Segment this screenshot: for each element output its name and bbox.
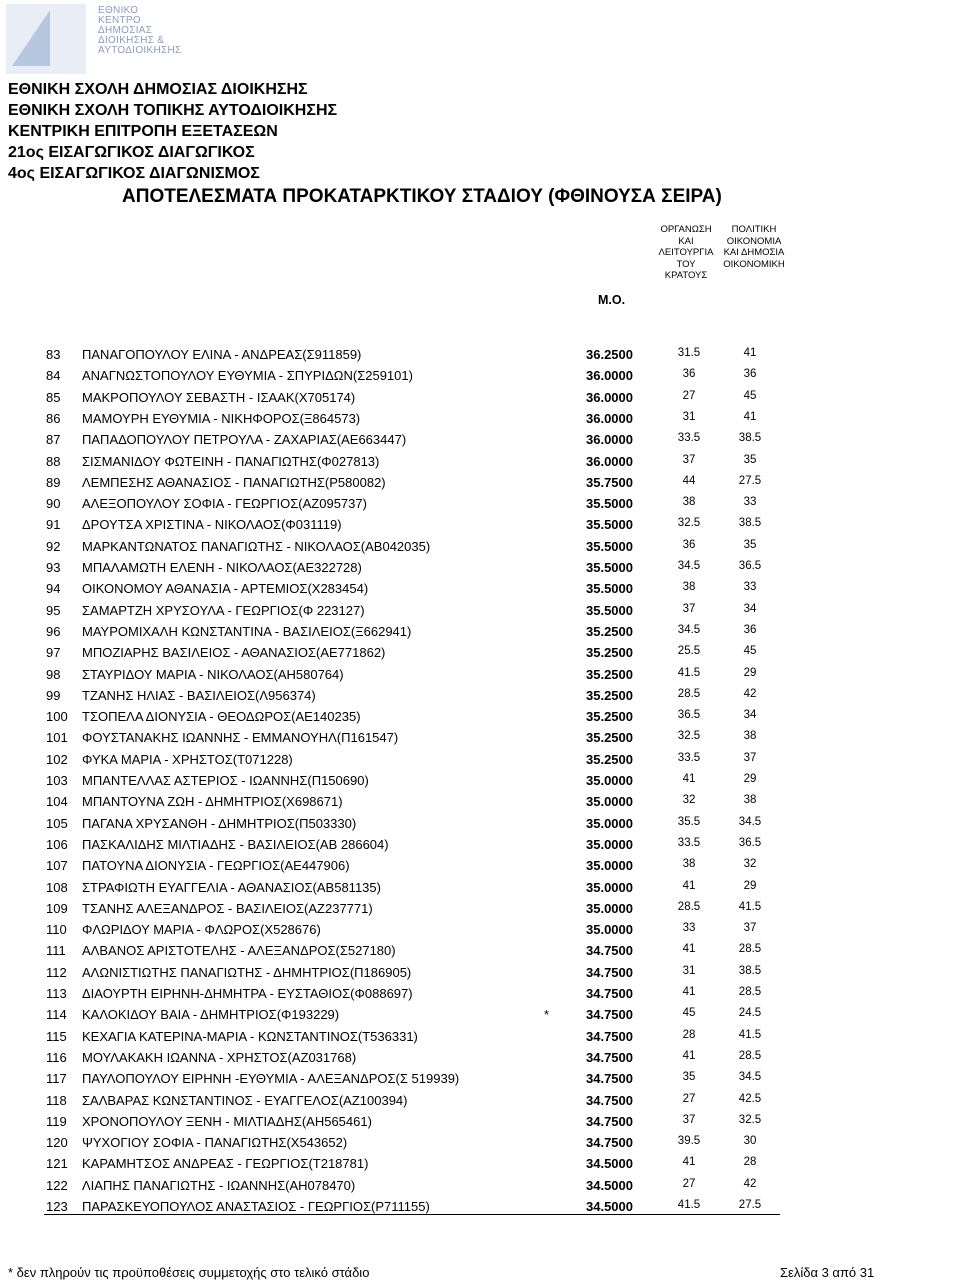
candidate-name: ΔΡΟΥΤΣΑ ΧΡΙΣΤΙΝΑ - ΝΙΚΟΛΑΟΣ(Φ031119)	[82, 517, 342, 533]
page-number: Σελίδα 3 από 31	[780, 1265, 875, 1280]
political-economy-score: 36	[743, 623, 757, 636]
row-number: 121	[46, 1156, 68, 1172]
table-row	[0, 667, 960, 688]
political-economy-score: 34	[743, 602, 757, 615]
table-row	[0, 496, 960, 517]
political-economy-score: 28.5	[738, 943, 762, 956]
row-number: 103	[46, 773, 68, 788]
candidate-name: ΠΑΓΑΝΑ ΧΡΥΣΑΝΘΗ - ΔΗΜΗΤΡΙΟΣ(Π503330)	[82, 815, 357, 831]
state-org-score: 37	[682, 602, 696, 615]
state-org-score: 41	[682, 943, 696, 956]
table-row	[0, 1199, 960, 1220]
table-row	[0, 880, 960, 901]
state-org-score: 33.5	[677, 836, 701, 849]
average-score: 35.0000	[586, 794, 633, 810]
political-economy-score: 34	[743, 709, 757, 722]
header-line-1: ΕΘΝΙΚΗ ΣΧΟΛΗ ΔΗΜΟΣΙΑΣ ΔΙΟΙΚΗΣΗΣ	[8, 81, 308, 98]
row-number: 94	[46, 581, 61, 597]
political-economy-score: 32.5	[738, 1113, 762, 1126]
candidate-name: ΚΕΧΑΓΙΑ ΚΑΤΕΡΙΝΑ-ΜΑΡΙΑ - ΚΩΝΣΤΑΝΤΙΝΟΣ(Τ536331)	[82, 1028, 418, 1044]
political-economy-score: 35	[743, 538, 757, 551]
state-org-score: 36	[682, 538, 696, 551]
average-score: 34.7500	[586, 943, 633, 959]
state-org-score: 33.5	[677, 751, 701, 764]
average-score: 35.2500	[586, 666, 633, 682]
row-number: 91	[46, 517, 61, 533]
candidate-name: ΜΠΟΖΙΑΡΗΣ ΒΑΣΙΛΕΙΟΣ - ΑΘΑΝΑΣΙΟΣ(ΑΕ771862)	[82, 645, 386, 661]
state-org-score: 35	[682, 1071, 696, 1084]
state-org-score: 31.5	[677, 347, 701, 359]
state-org-score: 33.5	[677, 432, 701, 445]
row-number: 97	[46, 645, 61, 661]
candidate-name: ΠΑΤΟΥΝΑ ΔΙΟΝΥΣΙΑ - ΓΕΩΡΓΙΟΣ(ΑΕ447906)	[82, 858, 350, 874]
table-row	[0, 1093, 960, 1114]
average-score: 35.2500	[586, 751, 633, 767]
candidate-name: ΜΠΑΝΤΕΛΛΑΣ ΑΣΤΕΡΙΟΣ - ΙΩΑΝΝΗΣ(Π150690)	[82, 773, 369, 788]
table-row	[0, 581, 960, 602]
row-number: 84	[46, 368, 61, 384]
average-score: 34.7500	[586, 1007, 633, 1023]
row-number: 122	[46, 1177, 68, 1193]
table-row	[0, 986, 960, 1007]
state-org-score: 32.5	[677, 730, 701, 743]
average-score: 34.7500	[586, 1092, 633, 1108]
state-org-score: 32	[682, 794, 696, 807]
table-row	[0, 368, 960, 389]
row-number: 101	[46, 730, 68, 746]
political-economy-score: 32	[743, 858, 757, 871]
candidate-name: ΚΑΛΟΚΙΔΟΥ ΒΑΙΑ - ΔΗΜΗΤΡΙΟΣ(Φ193229)	[82, 1007, 340, 1023]
candidate-name: ΣΙΣΜΑΝΙΔΟΥ ΦΩΤΕΙΝΗ - ΠΑΝΑΓΙΩΤΗΣ(Φ027813)	[82, 453, 380, 469]
table-row	[0, 1156, 960, 1177]
average-score: 35.5000	[586, 496, 633, 512]
average-score: 35.0000	[586, 922, 633, 938]
table-row	[0, 1071, 960, 1092]
row-number: 102	[46, 751, 68, 767]
average-score: 34.7500	[586, 1113, 633, 1129]
candidate-name: ΤΣΟΠΕΛΑ ΔΙΟΝΥΣΙΑ - ΘΕΟΔΩΡΟΣ(ΑΕ140235)	[82, 709, 361, 725]
table-row	[0, 624, 960, 645]
table-row	[0, 1007, 960, 1028]
political-economy-score: 34.5	[738, 815, 762, 828]
footer-divider	[44, 1214, 780, 1215]
state-org-score: 37	[682, 453, 696, 466]
candidate-name: ΤΣΑΝΗΣ ΑΛΕΞΑΝΔΡΟΣ - ΒΑΣΙΛΕΙΟΣ(ΑΖ237771)	[82, 900, 373, 916]
table-row	[0, 1178, 960, 1199]
political-economy-score: 41	[743, 347, 757, 359]
average-score: 36.2500	[586, 347, 633, 362]
candidate-name: ΦΟΥΣΤΑΝΑΚΗΣ ΙΩΑΝΝΗΣ - ΕΜΜΑΝΟΥΗΛ(Π161547)	[82, 730, 399, 746]
political-economy-score: 36	[743, 368, 757, 381]
table-row	[0, 922, 960, 943]
average-score: 36.0000	[586, 368, 633, 384]
state-org-score: 28.5	[677, 900, 701, 913]
average-score: 35.0000	[586, 858, 633, 874]
political-economy-score: 38.5	[738, 432, 762, 445]
state-org-score: 34.5	[677, 623, 701, 636]
political-economy-score: 42	[743, 1177, 757, 1190]
political-economy-score: 29	[743, 879, 757, 892]
state-org-score: 37	[682, 1113, 696, 1126]
row-number: 111	[46, 943, 66, 959]
average-score: 35.5000	[586, 602, 633, 618]
candidate-name: ΜΑΥΡΟΜΙΧΑΛΗ ΚΩΝΣΤΑΝΤΙΝΑ - ΒΑΣΙΛΕΙΟΣ(Ξ662941)	[82, 623, 412, 639]
average-score: 36.0000	[586, 389, 633, 405]
average-score: 34.7500	[586, 964, 633, 980]
state-org-score: 32.5	[677, 517, 701, 530]
row-number: 118	[46, 1092, 67, 1108]
state-org-score: 38	[682, 858, 696, 871]
average-score: 35.0000	[586, 815, 633, 831]
row-number: 117	[46, 1071, 67, 1087]
state-org-score: 33	[682, 922, 696, 935]
row-number: 123	[46, 1199, 68, 1214]
average-score: 34.5000	[586, 1156, 633, 1172]
average-score: 35.0000	[586, 773, 633, 788]
political-economy-score: 29	[743, 666, 757, 679]
table-row	[0, 837, 960, 858]
row-number: 108	[46, 879, 68, 895]
table-row	[0, 603, 960, 624]
table-row	[0, 730, 960, 751]
row-number: 116	[46, 1049, 67, 1065]
state-org-score: 41.5	[677, 666, 701, 679]
state-org-score: 27	[682, 389, 696, 402]
political-economy-score: 36.5	[738, 560, 762, 572]
candidate-name: ΔΙΑΟΥΡΤΗ ΕΙΡΗΝΗ-ΔΗΜΗΤΡΑ - ΕΥΣΤΑΘΙΟΣ(Φ088697)	[82, 986, 413, 1001]
state-org-score: 41.5	[677, 1199, 701, 1211]
row-number: 105	[46, 815, 68, 831]
candidate-name: ΠΑΠΑΔΟΠΟΥΛΟΥ ΠΕΤΡΟΥΛΑ - ΖΑΧΑΡΙΑΣ(ΑΕ663447)	[82, 432, 407, 448]
table-row	[0, 432, 960, 453]
state-org-score: 36.5	[677, 709, 701, 722]
table-row	[0, 858, 960, 879]
candidate-name: ΑΝΑΓΝΩΣΤΟΠΟΥΛΟΥ ΕΥΘΥΜΙΑ - ΣΠΥΡΙΔΩΝ(Σ259101)	[82, 368, 413, 384]
state-org-score: 41	[682, 1049, 696, 1062]
state-org-score: 41	[682, 773, 696, 785]
political-economy-score: 29	[743, 773, 757, 785]
average-score: 34.7500	[586, 986, 633, 1001]
header-line-3: ΚΕΝΤΡΙΚΗ ΕΠΙΤΡΟΠΗ ΕΞΕΤΑΣΕΩΝ	[8, 123, 278, 140]
candidate-name: ΑΛΩΝΙΣΤΙΩΤΗΣ ΠΑΝΑΓΙΩΤΗΣ - ΔΗΜΗΤΡΙΟΣ(Π186905)	[82, 964, 412, 980]
state-org-score: 27	[682, 1177, 696, 1190]
political-economy-score: 37	[743, 751, 757, 764]
average-score: 35.2500	[586, 623, 633, 639]
table-row	[0, 539, 960, 560]
average-score: 35.2500	[586, 687, 633, 703]
page-title: ΑΠΟΤΕΛΕΣΜΑΤΑ ΠΡΟΚΑΤΑΡΚΤΙΚΟΥ ΣΤΑΔΙΟΥ (ΦΘΙΝΟΥΣΑ ΣΕΙΡΑ)	[122, 186, 722, 207]
candidate-name: ΜΟΥΛΑΚΑΚΗ ΙΩΑΝΝΑ - ΧΡΗΣΤΟΣ(ΑΖ031768)	[82, 1049, 357, 1065]
table-row	[0, 1050, 960, 1071]
candidate-name: ΜΠΑΛΑΜΩΤΗ ΕΛΕΝΗ - ΝΙΚΟΛΑΟΣ(ΑΕ322728)	[82, 560, 362, 575]
column-header-political-economy: ΠΟΛΙΤΙΚΗ ΟΙΚΟΝΟΜΙΑ ΚΑΙ ΔΗΜΟΣΙΑ ΟΙΚΟΝΟΜΙΚΗ	[723, 224, 785, 270]
average-score: 35.2500	[586, 709, 633, 725]
average-score: 36.0000	[586, 410, 633, 426]
column-header-average: Μ.Ο.	[598, 293, 626, 307]
row-number: 87	[46, 432, 61, 448]
row-number: 114	[46, 1007, 67, 1023]
row-number: 89	[46, 474, 61, 490]
row-number: 113	[46, 986, 67, 1001]
table-row	[0, 688, 960, 709]
state-org-score: 28.5	[677, 687, 701, 700]
average-score: 35.2500	[586, 645, 633, 661]
political-economy-score: 33	[743, 581, 757, 594]
candidate-name: ΤΖΑΝΗΣ ΗΛΙΑΣ - ΒΑΣΙΛΕΙΟΣ(Λ956374)	[82, 687, 316, 703]
row-number: 92	[46, 538, 61, 554]
row-number: 110	[46, 922, 67, 938]
candidate-name: ΣΤΡΑΦΙΩΤΗ ΕΥΑΓΓΕΛΙΑ - ΑΘΑΝΑΣΙΟΣ(ΑΒ581135)	[82, 879, 381, 895]
state-org-score: 38	[682, 496, 696, 509]
political-economy-score: 38.5	[738, 517, 762, 530]
average-score: 34.5000	[586, 1177, 633, 1193]
state-org-score: 28	[682, 1028, 696, 1041]
candidate-name: ΑΛΒΑΝΟΣ ΑΡΙΣΤΟΤΕΛΗΣ - ΑΛΕΞΑΝΔΡΟΣ(Σ527180)	[82, 943, 396, 959]
header-line-5: 4ος ΕΙΣΑΓΩΓΙΚΟΣ ΔΙΑΓΩΝΙΣΜΟΣ	[8, 165, 260, 182]
average-score: 34.7500	[586, 1028, 633, 1044]
candidate-name: ΠΑΝΑΓΟΠΟΥΛΟΥ ΕΛΙΝΑ - ΑΝΔΡΕΑΣ(Σ911859)	[82, 347, 362, 362]
candidate-name: ΑΛΕΞΟΠΟΥΛΟΥ ΣΟΦΙΑ - ΓΕΩΡΓΙΟΣ(ΑΖ095737)	[82, 496, 367, 512]
table-row	[0, 560, 960, 581]
row-number: 86	[46, 410, 61, 426]
candidate-name: ΠΑΥΛΟΠΟΥΛΟΥ ΕΙΡΗΝΗ -ΕΥΘΥΜΙΑ - ΑΛΕΞΑΝΔΡΟΣ(Σ 519939)	[82, 1071, 460, 1087]
average-score: 35.5000	[586, 581, 633, 597]
candidate-name: ΣΑΜΑΡΤΖΗ ΧΡΥΣΟΥΛΑ - ΓΕΩΡΓΙΟΣ(Φ 223127)	[82, 602, 365, 618]
logo-emblem	[6, 4, 86, 74]
row-number: 88	[46, 453, 61, 469]
row-number: 106	[46, 836, 68, 852]
average-score: 35.0000	[586, 879, 633, 895]
state-org-score: 35.5	[677, 815, 701, 828]
average-score: 34.7500	[586, 1135, 633, 1151]
state-org-score: 38	[682, 581, 696, 594]
table-row	[0, 1135, 960, 1156]
candidate-name: ΧΡΟΝΟΠΟΥΛΟΥ ΞΕΝΗ - ΜΙΛΤΙΑΔΗΣ(ΑΗ565461)	[82, 1113, 372, 1129]
political-economy-score: 38.5	[738, 964, 762, 977]
table-row	[0, 773, 960, 794]
average-score: 35.7500	[586, 474, 633, 490]
logo	[6, 4, 182, 76]
row-number: 109	[46, 900, 68, 916]
table-row	[0, 709, 960, 730]
table-row	[0, 517, 960, 538]
table-row	[0, 454, 960, 475]
political-economy-score: 41.5	[738, 900, 762, 913]
candidate-name: ΦΥΚΑ ΜΑΡΙΑ - ΧΡΗΣΤΟΣ(Τ071228)	[82, 751, 293, 767]
row-number: 95	[46, 602, 61, 618]
average-score: 35.5000	[586, 517, 633, 533]
row-number: 100	[46, 709, 68, 725]
candidate-name: ΣΑΛΒΑΡΑΣ ΚΩΝΣΤΑΝΤΙΝΟΣ - ΕΥΑΓΓΕΛΟΣ(ΑΖ100394)	[82, 1092, 408, 1108]
table-row	[0, 752, 960, 773]
table-row	[0, 390, 960, 411]
political-economy-score: 42	[743, 687, 757, 700]
header-line-2: ΕΘΝΙΚΗ ΣΧΟΛΗ ΤΟΠΙΚΗΣ ΑΥΤΟΔΙΟΙΚΗΣΗΣ	[8, 102, 338, 119]
table-row	[0, 816, 960, 837]
candidate-name: ΠΑΡΑΣΚΕΥΟΠΟΥΛΟΣ ΑΝΑΣΤΑΣΙΟΣ - ΓΕΩΡΓΙΟΣ(Ρ711155)	[82, 1199, 430, 1214]
column-header-state-org: ΟΡΓΑΝΩΣΗ ΚΑΙ ΛΕΙΤΟΥΡΓΙΑ ΤΟΥ ΚΡΑΤΟΥΣ	[658, 224, 714, 281]
political-economy-score: 41.5	[738, 1028, 762, 1041]
political-economy-score: 37	[743, 922, 757, 935]
candidate-name: ΨΥΧΟΓΙΟΥ ΣΟΦΙΑ - ΠΑΝΑΓΙΩΤΗΣ(Χ543652)	[82, 1135, 348, 1151]
political-economy-score: 45	[743, 645, 757, 658]
political-economy-score: 24.5	[738, 1007, 762, 1020]
average-score: 34.7500	[586, 1049, 633, 1065]
row-number: 96	[46, 623, 61, 639]
average-score: 35.2500	[586, 730, 633, 746]
state-org-score: 45	[682, 1007, 696, 1020]
candidate-name: ΛΙΑΠΗΣ ΠΑΝΑΓΙΩΤΗΣ - ΙΩΑΝΝΗΣ(ΑΗ078470)	[82, 1177, 356, 1193]
table-row	[0, 943, 960, 964]
candidate-name: ΣΤΑΥΡΙΔΟΥ ΜΑΡΙΑ - ΝΙΚΟΛΑΟΣ(ΑΗ580764)	[82, 666, 344, 682]
political-economy-score: 28.5	[738, 1049, 762, 1062]
candidate-name: ΦΛΩΡΙΔΟΥ ΜΑΡΙΑ - ΦΛΩΡΟΣ(Χ528676)	[82, 922, 321, 938]
average-score: 35.5000	[586, 560, 633, 575]
table-row	[0, 475, 960, 496]
candidate-name: ΟΙΚΟΝΟΜΟΥ ΑΘΑΝΑΣΙΑ - ΑΡΤΕΜΙΟΣ(Χ283454)	[82, 581, 369, 597]
average-score: 35.0000	[586, 836, 633, 852]
candidate-name: ΚΑΡΑΜΗΤΣΟΣ ΑΝΔΡΕΑΣ - ΓΕΩΡΓΙΟΣ(Τ218781)	[82, 1156, 369, 1172]
row-number: 120	[46, 1135, 68, 1151]
candidate-name: ΜΑΜΟΥΡΗ ΕΥΘΥΜΙΑ - ΝΙΚΗΦΟΡΟΣ(Ξ864573)	[82, 410, 361, 426]
political-economy-score: 38	[743, 794, 757, 807]
state-org-score: 44	[682, 474, 696, 487]
candidate-name: ΜΑΚΡΟΠΟΥΛΟΥ ΣΕΒΑΣΤΗ - ΙΣΑΑΚ(Χ705174)	[82, 389, 356, 405]
state-org-score: 36	[682, 368, 696, 381]
header-line-4: 21ος ΕΙΣΑΓΩΓΙΚΟΣ ΔΙΑΓΩΓΙΚΟΣ	[8, 144, 255, 161]
state-org-score: 34.5	[677, 560, 701, 572]
average-score: 36.0000	[586, 432, 633, 448]
political-economy-score: 36.5	[738, 836, 762, 849]
row-number: 85	[46, 389, 61, 405]
state-org-score: 31	[682, 410, 696, 423]
table-row	[0, 794, 960, 815]
ineligible-marker: *	[544, 1007, 550, 1023]
table-row	[0, 347, 960, 368]
political-economy-score: 28.5	[738, 986, 762, 998]
average-score: 34.5000	[586, 1199, 633, 1214]
row-number: 119	[46, 1113, 67, 1129]
state-org-score: 31	[682, 964, 696, 977]
row-number: 98	[46, 666, 61, 682]
candidate-name: ΜΠΑΝΤΟΥΝΑ ΖΩΗ - ΔΗΜΗΤΡΙΟΣ(Χ698671)	[82, 794, 343, 810]
political-economy-score: 27.5	[738, 474, 762, 487]
row-number: 99	[46, 687, 61, 703]
political-economy-score: 28	[743, 1156, 757, 1169]
table-row	[0, 965, 960, 986]
political-economy-score: 41	[743, 410, 757, 423]
political-economy-score: 38	[743, 730, 757, 743]
average-score: 36.0000	[586, 453, 633, 469]
state-org-score: 27	[682, 1092, 696, 1105]
political-economy-score: 34.5	[738, 1071, 762, 1084]
row-number: 112	[46, 964, 67, 980]
table-row	[0, 645, 960, 666]
logo-text: ΕΘΝΙΚΟ ΚΕΝΤΡΟ ΔΗΜΟΣΙΑΣ ΔΙΟΙΚΗΣΗΣ & ΑΥΤΟΔΙΟΙΚΗΣΗΣ	[98, 5, 182, 56]
state-org-score: 41	[682, 879, 696, 892]
candidate-name: ΜΑΡΚΑΝΤΩΝΑΤΟΣ ΠΑΝΑΓΙΩΤΗΣ - ΝΙΚΟΛΑΟΣ(ΑΒ042035)	[82, 538, 431, 554]
candidate-name: ΠΑΣΚΑΛΙΔΗΣ ΜΙΛΤΙΑΔΗΣ - ΒΑΣΙΛΕΙΟΣ(ΑΒ 286604)	[82, 836, 389, 852]
row-number: 104	[46, 794, 68, 810]
table-row	[0, 1029, 960, 1050]
state-org-score: 25.5	[677, 645, 701, 658]
table-row	[0, 411, 960, 432]
row-number: 90	[46, 496, 61, 512]
footer-note: * δεν πληρούν τις προϋποθέσεις συμμετοχής στο τελικό στάδιο	[8, 1265, 370, 1280]
row-number: 107	[46, 858, 68, 874]
political-economy-score: 33	[743, 496, 757, 509]
table-row	[0, 901, 960, 922]
candidate-name: ΛΕΜΠΕΣΗΣ ΑΘΑΝΑΣΙΟΣ - ΠΑΝΑΓΙΩΤΗΣ(Ρ580082)	[82, 474, 386, 490]
table-row	[0, 1114, 960, 1135]
row-number: 115	[46, 1028, 67, 1044]
state-org-score: 39.5	[677, 1135, 701, 1148]
average-score: 35.5000	[586, 538, 633, 554]
average-score: 35.0000	[586, 900, 633, 916]
political-economy-score: 45	[743, 389, 757, 402]
state-org-score: 41	[682, 986, 696, 998]
political-economy-score: 27.5	[738, 1199, 762, 1211]
average-score: 34.7500	[586, 1071, 633, 1087]
state-org-score: 41	[682, 1156, 696, 1169]
political-economy-score: 30	[743, 1135, 757, 1148]
political-economy-score: 42.5	[738, 1092, 762, 1105]
row-number: 93	[46, 560, 61, 575]
row-number: 83	[46, 347, 61, 362]
political-economy-score: 35	[743, 453, 757, 466]
